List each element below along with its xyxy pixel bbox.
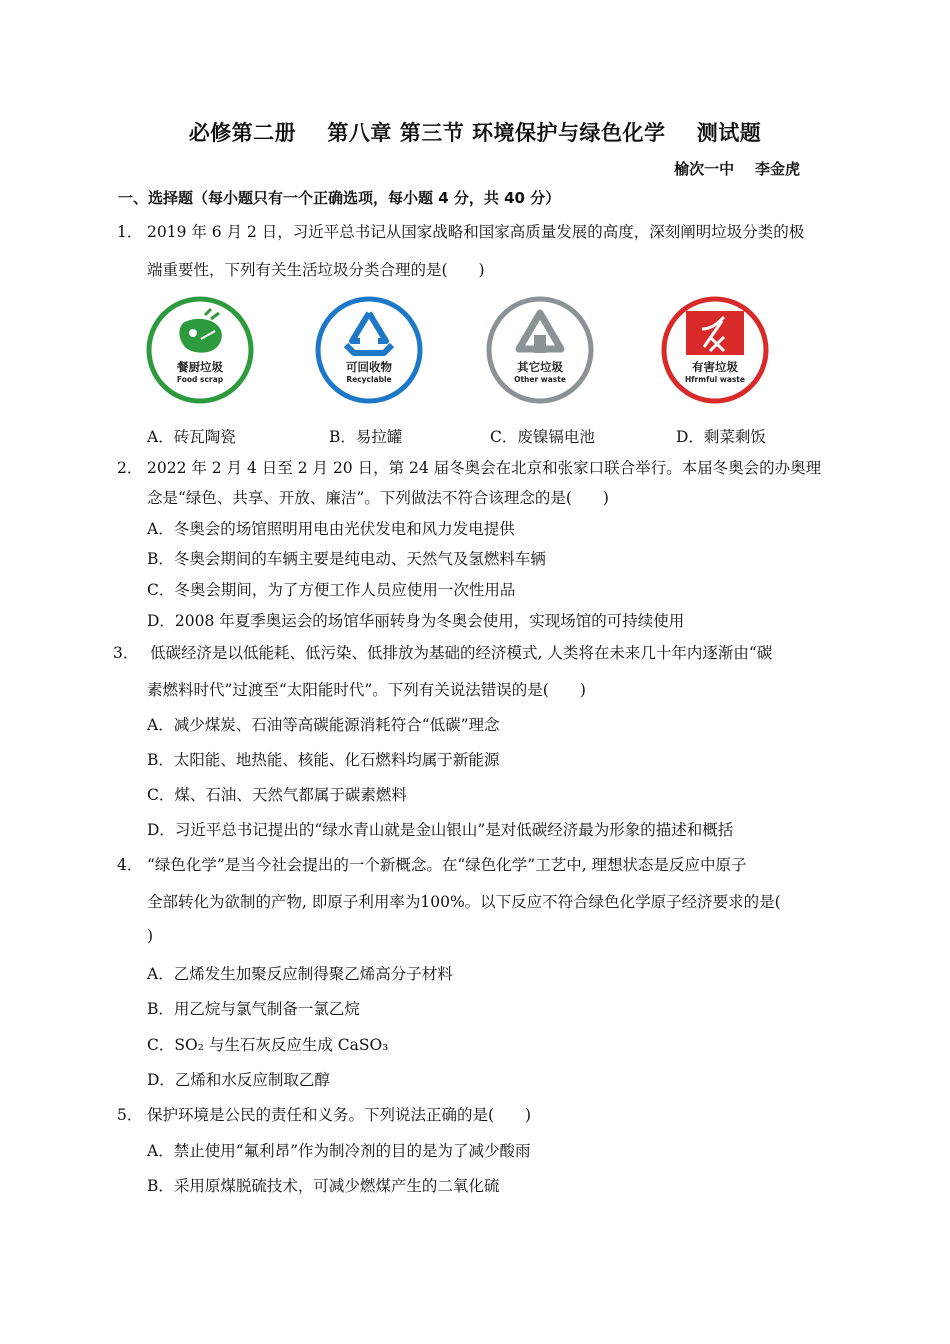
option-d: D．乙烯和水反应制取乙醇 [147, 1071, 330, 1089]
hazardous-bin [660, 295, 770, 405]
recyclable-bin [314, 295, 424, 405]
question-number: 1． [117, 223, 143, 241]
option-a: A．乙烯发生加聚反应制得聚乙烯高分子材料 [147, 965, 453, 983]
bin-sublabel: Other waste [514, 375, 566, 384]
question-number: 3． [113, 644, 139, 662]
food-scrap-bin [145, 295, 255, 405]
hazard-icon [660, 295, 770, 405]
page-title: 必修第二册 第八章 第三节 环境保护与绿色化学 测试题 [188, 121, 762, 145]
other-waste-bin [485, 295, 595, 405]
question-number: 4． [117, 856, 143, 874]
section-heading: 一、选择题（每小题只有一个正确选项，每小题 4 分，共 40 分） [118, 189, 561, 207]
option-b: B．冬奥会期间的车辆主要是纯电动、天然气及氢燃料车辆 [147, 550, 546, 568]
question-text: 全部转化为欲制的产物, 即原子利用率为100%。以下反应不符合绿色化学原子经济要求的是( [147, 893, 781, 911]
option-b: B．太阳能、地热能、核能、化石燃料均属于新能源 [147, 751, 500, 769]
option-b: B．用乙烷与氯气制备一氯乙烷 [147, 1000, 360, 1018]
option-b: B．采用原煤脱硫技术，可减少燃煤产生的二氧化硫 [147, 1177, 500, 1195]
question-text: 素燃料时代”过渡至“太阳能时代”。下列有关说法错误的是( ) [147, 681, 586, 699]
bin-label: 可回收物 [346, 360, 392, 374]
question-text: 端重要性，下列有关生活垃圾分类合理的是( ) [147, 261, 485, 279]
option-c: C．SO₂ 与生石灰反应生成 CaSO₃ [147, 1036, 389, 1054]
question-text: 低碳经济是以低能耗、低污染、低排放为基础的经济模式, 人类将在未来几十年内逐渐由“碳 [150, 644, 773, 662]
option-b: B．易拉罐 [329, 428, 403, 446]
option-a: A．减少煤炭、石油等高碳能源消耗符合“低碳”理念 [147, 716, 500, 734]
author-line: 榆次一中 李金虎 [674, 160, 800, 178]
option-a: A．冬奥会的场馆照明用电由光伏发电和风力发电提供 [147, 520, 515, 538]
option-c: C．煤、石油、天然气都属于碳素燃料 [147, 786, 407, 804]
bin-sublabel: Recyclable [346, 375, 392, 384]
option-d: D．习近平总书记提出的“绿水青山就是金山银山”是对低碳经济最为形象的描述和概括 [147, 821, 734, 839]
option-d: D．2008 年夏季奥运会的场馆华丽转身为冬奥会使用，实现场馆的可持续使用 [147, 612, 685, 630]
question-number: 5． [117, 1106, 143, 1124]
other-waste-icon [485, 295, 595, 405]
option-c: C．废镍镉电池 [490, 428, 595, 446]
option-c: C．冬奥会期间，为了方便工作人员应使用一次性用品 [147, 581, 516, 599]
question-text: 2019 年 6 月 2 日，习近平总书记从国家战略和国家高质量发展的高度，深刻阐明垃圾分类的极 [147, 223, 805, 241]
bin-label: 其它垃圾 [517, 360, 563, 374]
bin-sublabel: Food scrap [176, 375, 224, 384]
question-text: “绿色化学”是当今社会提出的一个新概念。在“绿色化学”工艺中, 理想状态是反应中原子 [147, 856, 747, 874]
bin-sublabel: Hfrmful waste [685, 375, 745, 384]
question-text: ) [147, 927, 154, 945]
food-scrap-icon [145, 295, 255, 405]
question-text: 2022 年 2 月 4 日至 2 月 20 日，第 24 届冬奥会在北京和张家口联合举行。本届冬奥会的办奥理 [147, 459, 822, 477]
option-a: A．禁止使用“氟利昂”作为制冷剂的目的是为了减少酸雨 [147, 1142, 531, 1160]
question-text: 念是“绿色、共享、开放、廉洁”。下列做法不符合该理念的是( ) [147, 489, 609, 507]
recycle-icon [314, 295, 424, 405]
option-a: A．砖瓦陶瓷 [147, 428, 236, 446]
question-number: 2． [117, 459, 143, 477]
bin-label: 有害垃圾 [692, 360, 738, 374]
bin-label: 餐厨垃圾 [177, 360, 223, 374]
question-text: 保护环境是公民的责任和义务。下列说法正确的是( ) [147, 1106, 532, 1124]
option-d: D．剩菜剩饭 [676, 428, 766, 446]
